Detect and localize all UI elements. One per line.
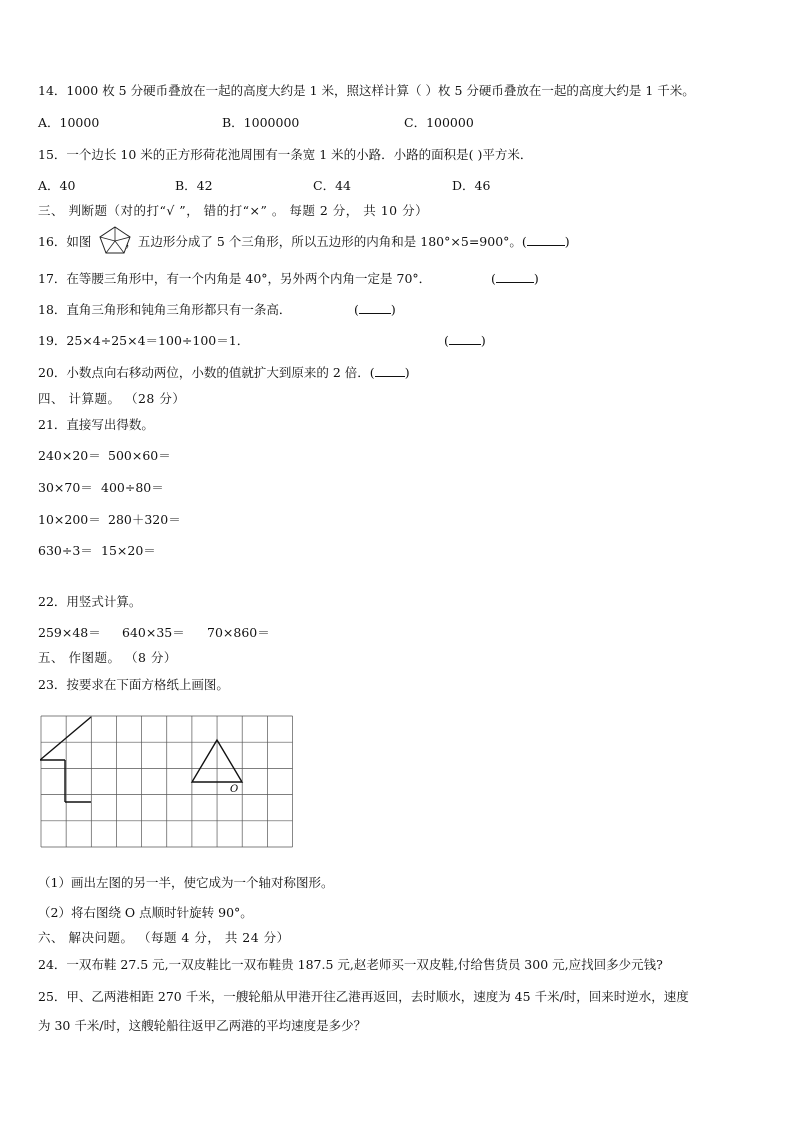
calc-item: 240×20＝ (38, 448, 101, 463)
answer-blank[interactable] (527, 233, 565, 246)
section-4-heading: 四、 计算题。 （28 分） (38, 391, 186, 406)
calc-item: 15×20＝ (101, 543, 156, 558)
question-15: 15．一个边长 10 米的正方形荷花池周围有一条宽 1 米的小路．小路的面积是( )平方米． (38, 147, 533, 162)
q15-option-a: A．40 (38, 178, 76, 193)
left-half-figure (40, 717, 91, 802)
calc-item: 280＋320＝ (108, 512, 181, 527)
question-23-sub-2: （2）将右图绕 O 点顺时针旋转 90°。 (38, 905, 253, 920)
calc-item: 500×60＝ (108, 448, 171, 463)
q15-option-d: D．46 (452, 178, 491, 193)
q14-option-b: B．1000000 (222, 115, 300, 130)
question-22-title: 22．用竖式计算。 (38, 594, 142, 609)
vertical-calc-item: 70×860＝ (207, 625, 270, 640)
q15-option-b: B．42 (175, 178, 213, 193)
answer-blank[interactable] (449, 332, 481, 345)
vertical-calc-item: 259×48＝ (38, 625, 101, 640)
question-19: 19．25×4÷25×4＝100÷100＝1． (38, 333, 250, 348)
question-18: 18．直角三角形和钝角三角形都只有一条高． (38, 302, 292, 317)
q15-option-c: C．44 (313, 178, 351, 193)
question-23-sub-1: （1）画出左图的另一半，使它成为一个轴对称图形。 (38, 875, 334, 890)
point-o-label: O (230, 784, 239, 795)
q16-suffix: ，五边形分成了 5 个三角形，所以五边形的内角和是 180°×5=900°。( (125, 234, 527, 249)
answer-blank[interactable] (359, 301, 391, 314)
answer-blank[interactable] (375, 364, 405, 377)
calc-item: 30×70＝ (38, 480, 93, 495)
q18-answer: ( ) (354, 302, 396, 317)
pentagon-figure (98, 225, 132, 255)
q17-answer: ( ) (491, 271, 539, 286)
calc-item: 400÷80＝ (101, 480, 164, 495)
q14-option-c: C．100000 (404, 115, 474, 130)
question-25-line-2: 为 30 千米/时，这艘轮船往返甲乙两港的平均速度是多少？ (38, 1018, 367, 1033)
calc-item: 10×200＝ (38, 512, 101, 527)
question-17: 17．在等腰三角形中，有一个内角是 40°，另外两个内角一定是 70°． (38, 271, 432, 286)
q16-end: ) (564, 234, 570, 249)
question-23-title: 23．按要求在下面方格纸上画图。 (38, 677, 229, 692)
q14-option-a: A．10000 (38, 115, 100, 130)
grid-paper (40, 715, 294, 849)
question-24: 24．一双布鞋 27.5 元,一双皮鞋比一双布鞋贵 187.5 元,赵老师买一双皮鞋,付给售货员 300 元,应找回多少元钱? (38, 957, 663, 972)
question-21-title: 21．直接写出得数。 (38, 417, 154, 432)
vertical-calc-item: 640×35＝ (122, 625, 185, 640)
section-3-heading: 三、 判断题（对的打“√ ”， 错的打“×” 。 每题 2 分， 共 10 分） (38, 203, 429, 218)
section-5-heading: 五、 作图题。 （8 分） (38, 650, 177, 665)
q16-prefix: 16．如图 (38, 234, 92, 249)
calc-item: 630÷3＝ (38, 543, 93, 558)
q19-answer: ( ) (444, 333, 486, 348)
question-25-line-1: 25．甲、乙两港相距 270 千米，一艘轮船从甲港开往乙港再返回，去时顺水，速度为 45 千米/时，回来时逆水，速度 (38, 989, 689, 1004)
section-6-heading: 六、 解决问题。 （每题 4 分， 共 24 分） (38, 930, 290, 945)
answer-blank[interactable] (496, 270, 534, 283)
question-14: 14．1000 枚 5 分硬币叠放在一起的高度大约是 1 米，照这样计算（ ）枚 5 分硬币叠放在一起的高度大约是 1 千米。 (38, 83, 695, 98)
question-20: 20．小数点向右移动两位，小数的值就扩大到原来的 2 倍．( ) (38, 365, 410, 380)
